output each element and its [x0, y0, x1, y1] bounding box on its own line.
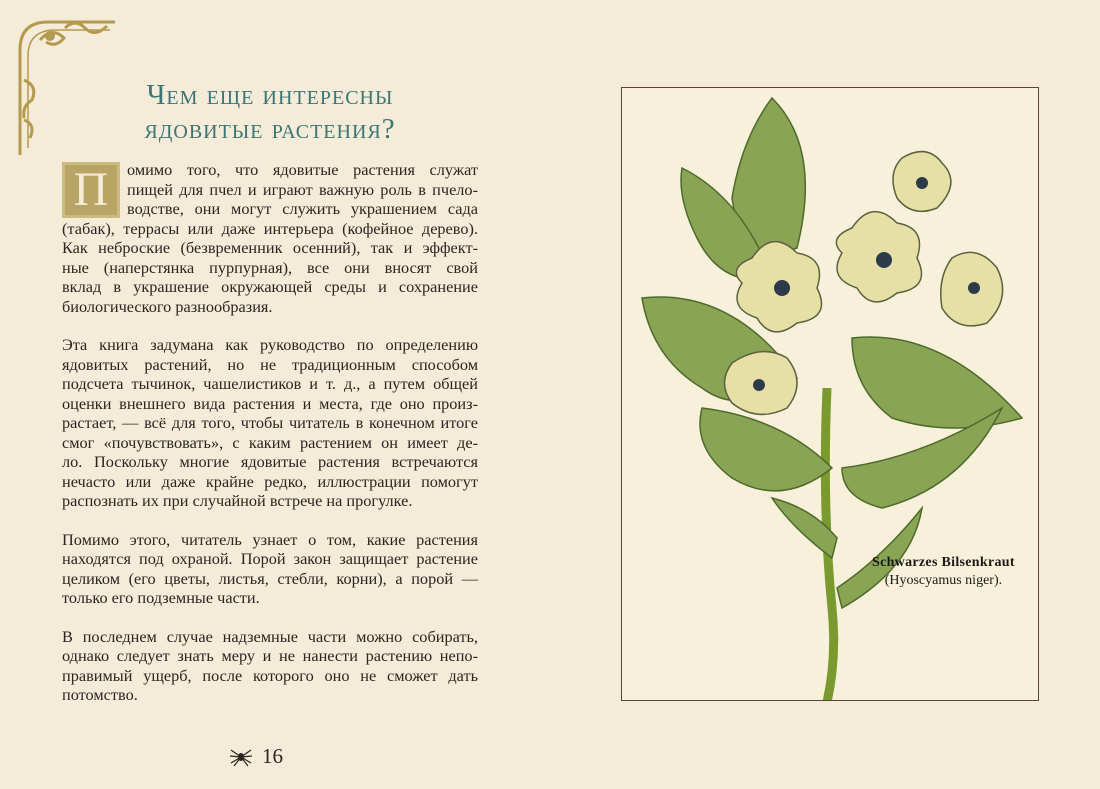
text-line: ядовитых растений, но не традиционным способом	[62, 354, 478, 374]
caption-german-name: Schwarzes Bilsenkraut	[872, 555, 1015, 570]
text-line: вклад в украшение окружающей среды и сохранение	[62, 277, 478, 296]
text-line: подсчета тычинок, чашелистиков и т. д., а путем общей	[62, 374, 478, 393]
page-number-text: 16	[262, 744, 283, 768]
body-text	[62, 160, 478, 724]
text-line: В последнем случае надземные части можно собирать,	[62, 626, 478, 646]
page-title	[70, 78, 470, 146]
drop-cap: П	[62, 162, 120, 218]
text-line: нечасто или даже крайне редко, иллюстрации помогут	[62, 471, 478, 491]
botanical-illustration	[621, 87, 1039, 701]
paragraph	[62, 335, 478, 511]
text-line: целиком (его цветы, листья, стебли, корни), а порой —	[62, 568, 478, 588]
text-line: оценки внешнего вида растения и места, где оно произ-	[62, 393, 478, 413]
text-line: Эта книга задумана как руководство по определению	[62, 335, 478, 354]
paragraph	[62, 160, 478, 316]
text-line: ло. Поскольку многие ядовитые растения встречаются	[62, 452, 478, 471]
text-line: ные (наперстянка пурпурная), все они вносят свой	[62, 257, 478, 277]
text-line: находятся под охраной. Порой закон защищает растение	[62, 549, 478, 568]
text-line: однако следует знать меру и не нанести растению непо-	[62, 646, 478, 665]
text-line: смог «почувствовать», с каким растением он имеет де-	[62, 432, 478, 452]
text-line: Помимо этого, читатель узнает о том, какие растения	[62, 529, 478, 549]
text-line: правимый ущерб, после которого оно не сможет дать	[62, 665, 478, 685]
illustration-caption	[872, 554, 1015, 590]
page-number	[228, 744, 283, 769]
text-line: Как неброские (безвременник осенний), так и эффект-	[62, 238, 478, 257]
title-line-1: Чем еще интересны	[146, 79, 394, 111]
text-line: биологического разнообразия.	[62, 296, 273, 316]
text-line: только его подземные части.	[62, 588, 260, 607]
title-line-2: ядовитые растения?	[144, 113, 396, 145]
spider-icon	[228, 747, 254, 767]
henbane-plant-illustration	[622, 88, 1039, 701]
text-line: распознать их при случайной встрече на прогулке.	[62, 491, 413, 510]
paragraph	[62, 530, 478, 608]
text-line: водстве, они могут служить украшением сада	[127, 199, 478, 218]
text-line: растает, — всё для того, чтобы читатель в конечном итоге	[62, 413, 478, 432]
text-line: потомство.	[62, 685, 138, 704]
caption-latin-name: (Hyoscyamus niger).	[884, 573, 1003, 588]
text-line: пищей для пчел и играют важную роль в пчело-	[127, 179, 478, 199]
text-line: (табак), террасы или даже интерьера (кофейное дерево).	[62, 218, 478, 238]
paragraph	[62, 627, 478, 705]
text-line: омимо того, что ядовитые растения служат	[127, 160, 478, 179]
